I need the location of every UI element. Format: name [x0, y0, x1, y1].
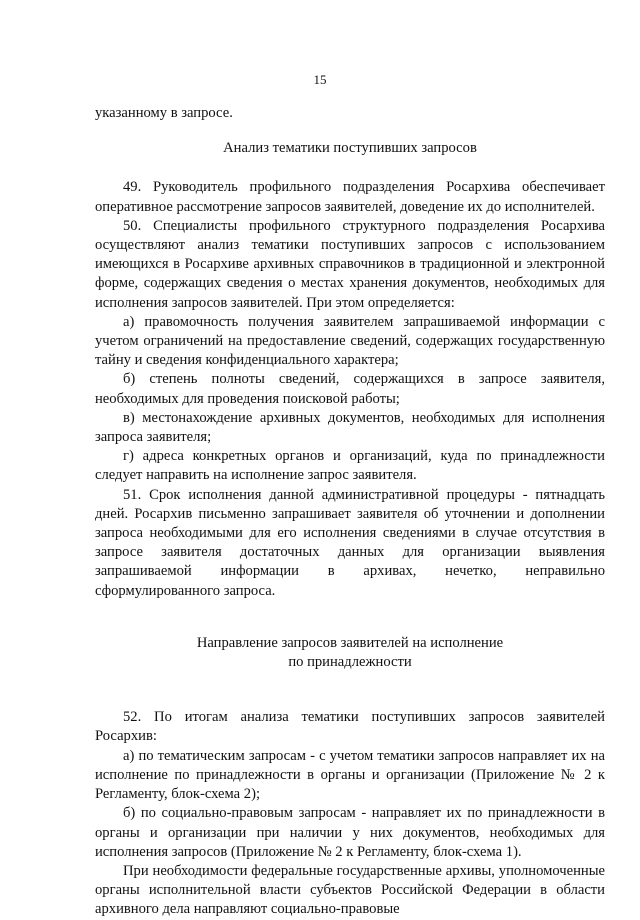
opening-line: указанному в запросе. — [95, 105, 233, 121]
list-item-a: а) правомочность получения заявителем запрашиваемой информации с учетом ограничений на предоставление сведений, содержащих государственную тайну и сведения конфиденциального характера; — [95, 313, 605, 369]
paragraph-necessity: При необходимости федеральные государственные архивы, уполномоченные органы исполнительной власти субъектов Российской Федерации в области архивного дела направляют социально-правовые — [95, 862, 605, 918]
paragraph-52: 52. По итогам анализа тематики поступивших запросов заявителей Росархив: — [95, 709, 605, 745]
paragraph-49: 49. Руководитель профильного подразделения Росархива обеспечивает оперативное рассмотрение запросов заявителей, доведение их до исполнителей. — [95, 179, 605, 215]
document-body — [95, 104, 605, 920]
list-item-g: г) адреса конкретных органов и организаций, куда по принадлежности следует направить на исполнение запрос заявителя. — [95, 448, 605, 484]
section-heading-direction — [95, 634, 605, 672]
list-item-b: б) степень полноты сведений, содержащихся в запросе заявителя, необходимых для проведения поисковой работы; — [95, 371, 605, 407]
paragraph-51: 51. Срок исполнения данной административной процедуры - пятнадцать дней. Росархив письменно запрашивает заявителя об уточнении и дополнении запроса необходимыми для его исполнения сведениями в случае отсутствия в запросе заявителя достаточных данных для организации выявления запрашиваемой информации в архивах, нечетко, неправильно сформулированного запроса. — [95, 486, 605, 599]
list-item-52b: б) по социально-правовым запросам - направляет их по принадлежности в органы и организации при наличии у них документов, необходимых для исполнения запросов (Приложение № 2 к Регламенту, блок-схема 1). — [95, 805, 605, 860]
paragraph-50: 50. Специалисты профильного структурного подразделения Росархива осуществляют анализ тематики поступивших запросов с использованием имеющихся в Росархиве архивных справочников в традиционной и электронной форме, содержащих сведения о местах хранения документов, необходимых для исполнения запросов заявителей. При этом определяется: — [95, 217, 605, 311]
page-number: 15 — [313, 72, 327, 87]
section-heading-analysis: Анализ тематики поступивших запросов — [223, 140, 477, 157]
section-heading-direction-line2: по принадлежности — [288, 654, 412, 671]
section-heading-direction-line1: Направление запросов заявителей на исполнение — [196, 634, 504, 651]
list-item-v: в) местонахождение архивных документов, необходимых для исполнения запроса заявителя; — [95, 409, 605, 446]
list-item-52a: а) по тематическим запросам - с учетом тематики запросов направляет их на исполнение по принадлежности в органы и организации (Приложение № 2 к Регламенту, блок-схема 2); — [95, 747, 605, 803]
